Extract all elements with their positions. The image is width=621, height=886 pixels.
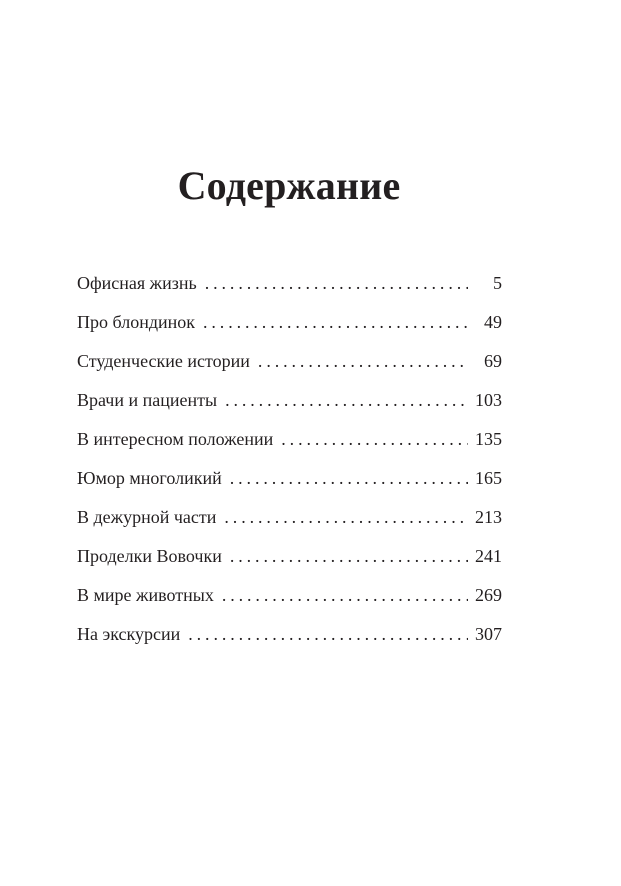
toc-entry-page: 5 bbox=[493, 273, 502, 293]
toc-dot-leader bbox=[225, 386, 468, 414]
toc-dot-leader bbox=[188, 620, 468, 648]
toc-dot-leader bbox=[224, 503, 468, 531]
toc-entry bbox=[77, 347, 502, 386]
toc-dot-leader bbox=[230, 464, 468, 492]
toc-entry-title: Студенческие истории bbox=[77, 351, 250, 371]
toc-entry bbox=[77, 542, 502, 581]
toc-entry-title: В дежурной части bbox=[77, 507, 217, 527]
toc-entry bbox=[77, 503, 502, 542]
toc-entry bbox=[77, 308, 502, 347]
toc-dot-leader bbox=[222, 581, 468, 609]
toc-entry-title: Про блондинок bbox=[77, 312, 195, 332]
toc-entry bbox=[77, 581, 502, 620]
toc-entry-title: Врачи и пациенты bbox=[77, 390, 218, 410]
toc-dot-leader bbox=[258, 347, 468, 375]
table-of-contents bbox=[77, 269, 502, 659]
toc-entry-page: 135 bbox=[475, 429, 502, 449]
toc-entry-page: 307 bbox=[475, 624, 502, 644]
toc-entry-page: 103 bbox=[475, 390, 502, 410]
toc-entry-page: 165 bbox=[475, 468, 502, 488]
toc-dot-leader bbox=[205, 269, 468, 297]
toc-entry-title: В мире животных bbox=[77, 585, 214, 605]
toc-entry-title: В интересном положении bbox=[77, 429, 274, 449]
toc-entry-page: 69 bbox=[484, 351, 502, 371]
toc-entry bbox=[77, 620, 502, 659]
page-title: Содержание bbox=[177, 163, 401, 208]
toc-entry-title: Юмор многоликий bbox=[77, 468, 222, 488]
toc-entry bbox=[77, 386, 502, 425]
toc-dot-leader bbox=[230, 542, 468, 570]
toc-entry-page: 269 bbox=[475, 585, 502, 605]
toc-dot-leader bbox=[203, 308, 468, 336]
toc-entry bbox=[77, 425, 502, 464]
toc-entry-title: Офисная жизнь bbox=[77, 273, 197, 293]
toc-entry-title: На экскурсии bbox=[77, 624, 181, 644]
toc-entry-page: 213 bbox=[475, 507, 502, 527]
toc-entry bbox=[77, 464, 502, 503]
toc-dot-leader bbox=[281, 425, 468, 453]
toc-entry-page: 49 bbox=[484, 312, 502, 332]
toc-entry bbox=[77, 269, 502, 308]
toc-entry-page: 241 bbox=[475, 546, 502, 566]
toc-entry-title: Проделки Вовочки bbox=[77, 546, 222, 566]
